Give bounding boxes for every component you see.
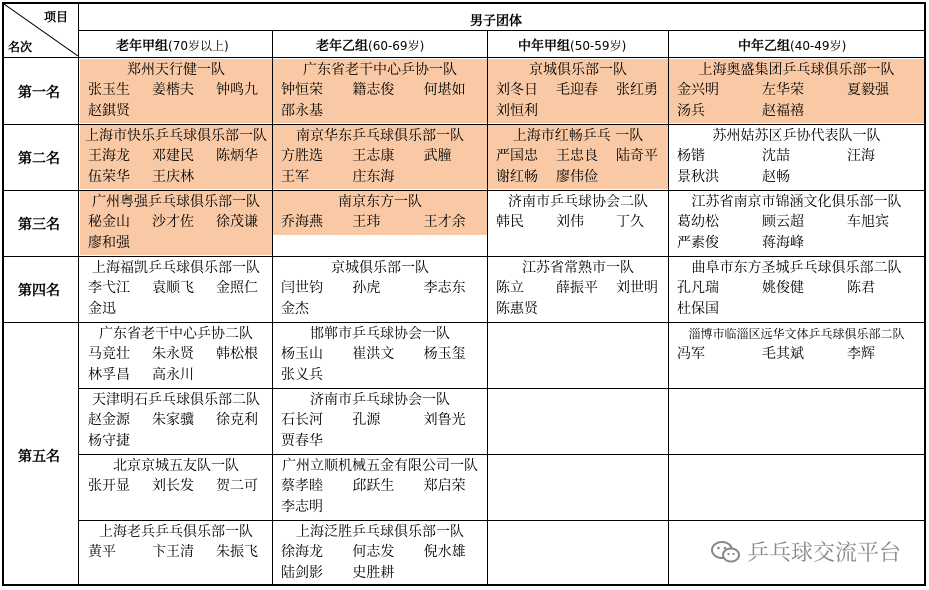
player-name: 薛振平 <box>556 280 598 296</box>
player-name: 毛迎春 <box>556 82 598 98</box>
player-name: 徐茂谦 <box>216 214 258 230</box>
player-name: 朱家骥 <box>152 412 194 428</box>
player-name: 张开显 <box>88 478 130 494</box>
player-name: 杨锴 <box>677 148 705 164</box>
rank-label: 名次 <box>8 40 33 54</box>
player-name: 李弋江 <box>88 280 130 296</box>
player-name: 伍荣华 <box>88 169 130 185</box>
player-name: 李志东 <box>423 280 466 296</box>
team-name: 上海市快乐乒乓球俱乐部一队 <box>85 128 267 144</box>
team-name: 淄博市临淄区远华文体乒乓球俱乐部二队 <box>688 327 905 341</box>
player-name: 方胜选 <box>281 148 323 164</box>
player-name: 徐海龙 <box>281 544 323 560</box>
player-name: 顾云超 <box>762 214 804 230</box>
player-name: 乔海燕 <box>281 214 323 230</box>
player-name: 邵永基 <box>281 103 323 119</box>
player-name: 孔凡瑞 <box>677 280 719 296</box>
group-header-senior-a: 老年甲组(70岁以上) <box>116 39 229 54</box>
player-name: 卞王清 <box>152 544 194 560</box>
player-name: 汪海 <box>847 148 875 164</box>
player-name: 杨玉山 <box>281 346 323 362</box>
player-name: 贺二可 <box>216 478 258 494</box>
team-name: 广州粤强乒乓球俱乐部一队 <box>92 194 260 210</box>
player-name: 秘金山 <box>88 214 130 230</box>
player-name: 孔源 <box>352 412 381 428</box>
player-name: 王庆林 <box>152 169 194 185</box>
player-name: 赵錤贤 <box>88 103 130 119</box>
player-name: 韩民 <box>496 214 524 230</box>
player-name: 赵金源 <box>88 412 130 428</box>
player-name: 邓建民 <box>152 148 194 164</box>
player-name: 林孚昌 <box>88 367 130 383</box>
player-name: 金兴明 <box>677 82 719 98</box>
player-name: 黄平 <box>88 544 116 560</box>
player-name: 蒋海峰 <box>762 235 804 251</box>
player-name: 徐克利 <box>216 412 258 428</box>
player-name: 赵畅 <box>762 169 790 185</box>
player-name: 石长河 <box>281 412 323 428</box>
player-name: 赵福禧 <box>762 103 804 119</box>
group-header-middle-b: 中年乙组(40-49岁) <box>738 39 847 54</box>
player-name: 刘长发 <box>152 478 194 494</box>
player-name: 谢红畅 <box>496 169 538 185</box>
player-name: 姚俊健 <box>762 280 804 296</box>
rank-2: 第二名 <box>18 151 60 167</box>
team-name: 上海市红畅乒乓 一队 <box>512 128 644 144</box>
team-name: 上海福凯乒乓球俱乐部一队 <box>92 260 260 276</box>
group-header-senior-b: 老年乙组(60-69岁) <box>316 39 425 54</box>
player-name: 王玮 <box>352 214 381 230</box>
team-name: 曲阜市东方圣城乒乓球俱乐部二队 <box>691 260 902 276</box>
team-name: 北京京城五友队一队 <box>113 458 239 474</box>
player-name: 杜保国 <box>677 301 719 317</box>
team-name: 江苏省常熟市一队 <box>522 260 634 276</box>
player-name: 武膧 <box>423 148 452 164</box>
player-name: 朱振飞 <box>216 544 258 560</box>
item-label: 项目 <box>44 10 69 24</box>
player-name: 葛幼松 <box>677 214 719 230</box>
team-name: 苏州姑苏区乒协代表队一队 <box>712 128 881 144</box>
player-name: 高永川 <box>152 367 194 383</box>
player-name: 王才余 <box>423 214 466 230</box>
player-name: 刘冬日 <box>496 82 538 98</box>
player-name: 王军 <box>281 169 309 185</box>
player-name: 沈喆 <box>762 148 790 164</box>
player-name: 冯军 <box>677 346 705 362</box>
player-name: 韩松根 <box>216 346 258 362</box>
player-name: 何堪如 <box>423 82 466 98</box>
team-name: 上海奥盛集团乒乓球俱乐部一队 <box>698 62 895 78</box>
player-name: 严国忠 <box>496 148 538 164</box>
player-name: 廖和强 <box>88 235 130 251</box>
player-name: 廖伟俭 <box>556 169 598 185</box>
group-header-middle-a: 中年甲组(50-59岁) <box>518 39 627 54</box>
player-name: 钟鸣九 <box>216 82 258 98</box>
team-name: 广州立顺机械五金有限公司一队 <box>282 458 478 474</box>
player-name: 钟恒荣 <box>281 82 323 98</box>
team-name: 济南市乒乓球协会一队 <box>310 392 450 408</box>
player-name: 朱永贤 <box>152 346 194 362</box>
player-name: 刘鲁光 <box>423 412 466 428</box>
player-name: 刘恒利 <box>496 103 538 119</box>
player-name: 王海龙 <box>88 148 130 164</box>
player-name: 倪水雄 <box>423 544 466 560</box>
player-name: 崔洪文 <box>352 346 395 362</box>
player-name: 严素俊 <box>677 235 719 251</box>
team-name: 京城俱乐部一队 <box>331 260 429 276</box>
player-name: 陈立 <box>496 280 524 296</box>
wechat-icon <box>711 539 741 565</box>
player-name: 史胜耕 <box>352 565 395 581</box>
player-name: 沙才佐 <box>152 214 194 230</box>
player-name: 蔡孝睦 <box>281 478 323 494</box>
watermark <box>711 536 901 567</box>
player-name: 何志发 <box>352 544 395 560</box>
team-name: 京城俱乐部一队 <box>529 62 627 78</box>
team-name: 广东省老干中心乒协一队 <box>303 62 457 78</box>
rank-1: 第一名 <box>18 85 60 101</box>
team-name: 上海泛胜乒乓球俱乐部一队 <box>296 524 464 540</box>
player-name: 陆剑影 <box>281 565 323 581</box>
player-name: 刘世明 <box>616 280 658 296</box>
player-name: 夏毅强 <box>847 82 889 98</box>
player-name: 李志明 <box>281 499 323 515</box>
rank-5: 第五名 <box>18 449 60 465</box>
player-name: 杨守捷 <box>88 433 130 449</box>
watermark-text: 乒乓球交流平台 <box>746 541 901 566</box>
player-name: 汤兵 <box>677 103 705 119</box>
player-name: 陈炳华 <box>216 148 258 164</box>
player-name: 马竞壮 <box>88 346 130 362</box>
table-title: 男子团体 <box>470 14 523 29</box>
rank-4: 第四名 <box>18 283 60 299</box>
player-name: 王志康 <box>352 148 395 164</box>
player-name: 张玉生 <box>88 82 130 98</box>
player-name: 姜楷夫 <box>152 82 194 98</box>
team-name: 邯郸市乒乓球协会一队 <box>310 326 450 342</box>
player-name: 金杰 <box>281 301 309 317</box>
player-name: 孙虎 <box>352 280 381 296</box>
team-name: 天津明石乒乓球俱乐部二队 <box>92 392 260 408</box>
player-name: 杨玉玺 <box>423 346 466 362</box>
player-name: 陆奇平 <box>616 148 658 164</box>
player-name: 陈君 <box>847 280 875 296</box>
team-name: 广东省老干中心乒协二队 <box>99 326 253 342</box>
rank-3: 第三名 <box>18 217 60 233</box>
team-name: 郑州天行健一队 <box>127 62 225 78</box>
player-name: 籍志俊 <box>352 82 395 98</box>
player-name: 金照仁 <box>216 280 258 296</box>
team-name: 江苏省南京市锦涵文化俱乐部一队 <box>691 194 902 210</box>
player-name: 刘伟 <box>556 214 584 230</box>
player-name: 丁久 <box>616 214 644 230</box>
player-name: 郑启荣 <box>423 478 466 494</box>
player-name: 毛其斌 <box>762 346 804 362</box>
player-name: 邱跃生 <box>352 478 395 494</box>
player-name: 张红勇 <box>616 82 658 98</box>
player-name: 王忠良 <box>556 148 598 164</box>
diagonal-line <box>4 4 78 56</box>
player-name: 袁顺飞 <box>152 280 194 296</box>
player-name: 李辉 <box>847 346 875 362</box>
player-name: 庄东海 <box>352 169 395 185</box>
team-name: 南京华东乒乓球俱乐部一队 <box>296 128 464 144</box>
player-name: 车旭宾 <box>847 214 889 230</box>
player-name: 张义兵 <box>281 367 323 383</box>
player-name: 景秋洪 <box>677 169 719 185</box>
player-name: 陈惠贤 <box>496 301 538 317</box>
player-name: 金迅 <box>88 301 116 317</box>
player-name: 贾春华 <box>281 433 323 449</box>
player-name: 左华荣 <box>762 82 804 98</box>
team-name: 上海老兵乒乓俱乐部一队 <box>99 524 253 540</box>
team-name: 南京东方一队 <box>338 194 422 210</box>
player-name: 闫世钧 <box>281 280 323 296</box>
team-name: 济南市乒乓球协会二队 <box>508 194 648 210</box>
